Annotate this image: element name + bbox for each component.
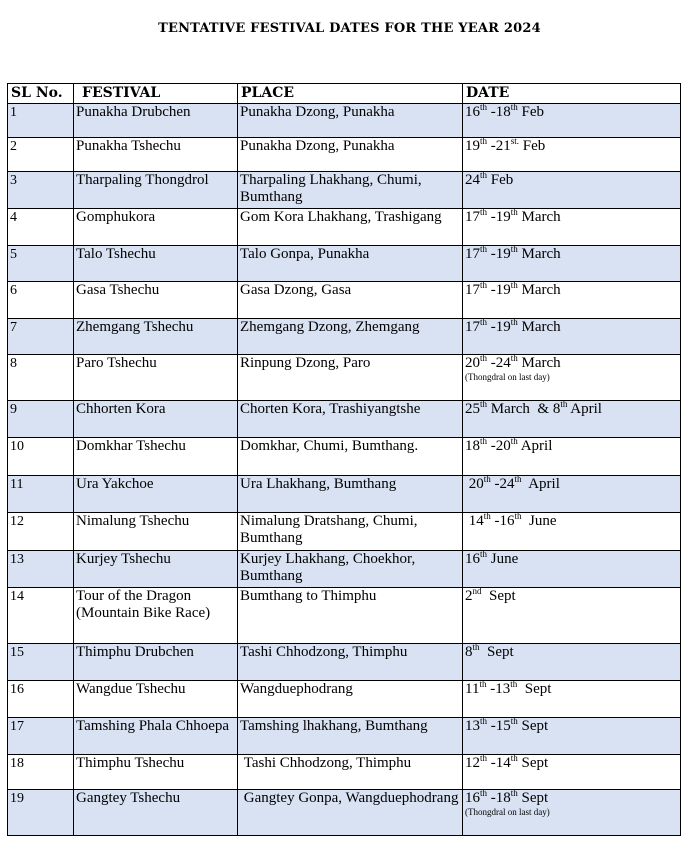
table-row	[8, 476, 681, 513]
place-name: Domkhar, Chumi, Bumthang.	[240, 438, 419, 454]
row-place	[238, 513, 463, 551]
place-name: Bumthang to Thimphu	[240, 588, 377, 604]
place-name: Talo Gonpa, Punakha	[240, 246, 370, 262]
table-row	[8, 246, 681, 282]
date-end-suffix: th	[510, 680, 518, 689]
sl-number: 16	[10, 682, 24, 697]
row-place	[238, 104, 463, 138]
date-end-suffix: th	[510, 437, 518, 446]
row-sl-no	[8, 209, 74, 246]
sl-number: 6	[10, 283, 17, 298]
date-end: Sept	[517, 681, 552, 697]
date-end-suffix: th	[510, 754, 518, 763]
date-start-day: 16	[465, 551, 480, 567]
festival-name: Nimalung Tshechu	[76, 513, 190, 529]
row-festival	[74, 246, 238, 282]
row-sl-no	[8, 246, 74, 282]
place-name: Punakha Dzong, Punakha	[240, 104, 395, 120]
table-row	[8, 681, 681, 718]
row-sl-no	[8, 551, 74, 588]
date-middle: -24	[487, 355, 511, 371]
row-place	[238, 644, 463, 681]
festival-name: Gasa Tshechu	[76, 282, 160, 298]
date-start-suffix: th	[480, 208, 488, 217]
date-middle: -13	[486, 681, 511, 697]
row-date	[463, 644, 681, 681]
date-end: Feb	[517, 104, 545, 120]
row-festival	[74, 319, 238, 355]
row-sl-no	[8, 282, 74, 319]
date-middle: Sept	[481, 588, 516, 604]
date-middle: June	[487, 551, 519, 567]
date-start-day: 17	[465, 209, 480, 225]
sl-number: 1	[10, 105, 17, 120]
festival-name: Punakha Drubchen	[76, 104, 191, 120]
festival-name: Kurjey Tshechu	[76, 551, 171, 567]
place-name: Zhemgang Dzong, Zhemgang	[240, 319, 420, 335]
table-row	[8, 551, 681, 588]
row-festival	[74, 551, 238, 588]
sl-number: 11	[10, 477, 24, 492]
row-date	[463, 513, 681, 551]
date-end-suffix: th	[510, 717, 518, 726]
table-row	[8, 588, 681, 644]
date-end-suffix: th	[510, 281, 518, 290]
date-end-suffix: th	[510, 208, 518, 217]
date-start-suffix: th	[479, 680, 487, 689]
row-place	[238, 401, 463, 438]
row-date	[463, 355, 681, 401]
row-sl-no	[8, 790, 74, 836]
row-place	[238, 246, 463, 282]
place-name: Tamshing lhakhang, Bumthang	[240, 718, 428, 734]
date-middle: -14	[487, 755, 511, 771]
table-row	[8, 644, 681, 681]
date-start-day: 16	[465, 790, 480, 806]
row-date	[463, 319, 681, 355]
date-start-suffix: th	[480, 318, 488, 327]
date-middle: -24	[490, 476, 515, 492]
date-end-suffix: th	[514, 475, 522, 484]
date-start-suffix: th	[472, 643, 480, 652]
row-place	[238, 588, 463, 644]
table-row	[8, 401, 681, 438]
date-end: June	[521, 513, 557, 529]
date-middle: Sept	[479, 644, 514, 660]
row-sl-no	[8, 718, 74, 755]
row-sl-no	[8, 476, 74, 513]
table-row	[8, 172, 681, 209]
festival-name: Tour of the Dragon (Mountain Bike Race)	[76, 588, 211, 621]
festival-name: Zhemgang Tshechu	[76, 319, 194, 335]
sl-number: 3	[10, 173, 17, 188]
date-end-suffix: th	[510, 354, 518, 363]
table-header-row	[8, 84, 681, 104]
date-start-day: 12	[465, 755, 480, 771]
header-festival: FESTIVAL	[74, 84, 238, 104]
place-name: Gasa Dzong, Gasa	[240, 282, 352, 298]
row-festival	[74, 681, 238, 718]
date-start-suffix: th	[480, 550, 488, 559]
date-start-day: 11	[465, 681, 480, 697]
date-start-day: 13	[465, 718, 480, 734]
date-middle: Feb	[487, 172, 514, 188]
sl-number: 18	[10, 756, 24, 771]
table-row	[8, 790, 681, 836]
row-place	[238, 551, 463, 588]
sl-number: 13	[10, 552, 24, 567]
table-row	[8, 718, 681, 755]
row-festival	[74, 644, 238, 681]
row-place	[238, 319, 463, 355]
festival-name: Paro Tshechu	[76, 355, 157, 371]
row-sl-no	[8, 755, 74, 790]
row-sl-no	[8, 644, 74, 681]
row-festival	[74, 104, 238, 138]
place-name: Tharpaling Lhakhang, Chumi, Bumthang	[240, 172, 426, 205]
date-middle: -21	[487, 138, 511, 154]
row-place	[238, 755, 463, 790]
date-start-suffix: th	[480, 281, 488, 290]
date-start-suffix: th	[480, 717, 488, 726]
date-start-suffix: th	[480, 245, 488, 254]
row-date	[463, 476, 681, 513]
table-row	[8, 104, 681, 138]
festival-name: Chhorten Kora	[76, 401, 166, 417]
date-start-day: 17	[465, 282, 480, 298]
place-name: Gangtey Gonpa, Wangduephodrang	[240, 790, 459, 806]
place-name: Rinpung Dzong, Paro	[240, 355, 371, 371]
date-end: March	[517, 282, 561, 298]
date-middle: -18	[487, 790, 511, 806]
date-start-day: 24	[465, 172, 480, 188]
date-end: April	[521, 476, 560, 492]
date-end: Feb	[519, 138, 546, 154]
row-date	[463, 588, 681, 644]
festival-name: Talo Tshechu	[76, 246, 156, 262]
date-start-day: 17	[465, 246, 480, 262]
page-title: TENTATIVE FESTIVAL DATES FOR THE YEAR 2024	[158, 21, 541, 36]
row-festival	[74, 718, 238, 755]
date-start-suffix: th	[480, 789, 488, 798]
date-end: April	[517, 438, 553, 454]
row-date	[463, 246, 681, 282]
date-middle: -20	[487, 438, 511, 454]
festival-name: Punakha Tshechu	[76, 138, 181, 154]
date-start-suffix: th	[480, 137, 488, 146]
date-end-suffix: th	[510, 245, 518, 254]
place-name: Kurjey Lhakhang, Choekhor, Bumthang	[240, 551, 419, 584]
table-row	[8, 355, 681, 401]
sl-number: 5	[10, 247, 17, 262]
row-festival	[74, 588, 238, 644]
festival-name: Gomphukora	[76, 209, 156, 225]
date-middle: -16	[490, 513, 515, 529]
row-festival	[74, 438, 238, 476]
sl-number: 9	[10, 402, 17, 417]
header-place: PLACE	[238, 84, 463, 104]
date-end: March	[517, 319, 561, 335]
festival-name: Tharpaling Thongdrol	[76, 172, 209, 188]
row-festival	[74, 209, 238, 246]
place-name: Gom Kora Lhakhang, Trashigang	[240, 209, 442, 225]
table-row	[8, 755, 681, 790]
date-note: (Thongdral on last day)	[465, 807, 550, 817]
row-festival	[74, 755, 238, 790]
date-end-suffix: th	[510, 103, 518, 112]
date-middle: -19	[487, 319, 511, 335]
date-middle: -19	[487, 282, 511, 298]
festival-table	[7, 83, 681, 836]
date-start-suffix: th	[480, 103, 488, 112]
header-date: DATE	[463, 84, 681, 104]
row-date	[463, 790, 681, 836]
date-start-day: 19	[465, 138, 480, 154]
row-place	[238, 209, 463, 246]
row-sl-no	[8, 513, 74, 551]
table-row	[8, 138, 681, 172]
date-start-day: 17	[465, 319, 480, 335]
place-name: Punakha Dzong, Punakha	[240, 138, 395, 154]
row-sl-no	[8, 355, 74, 401]
date-middle: March & 8	[487, 401, 561, 417]
row-sl-no	[8, 104, 74, 138]
sl-number: 19	[10, 791, 24, 806]
row-place	[238, 681, 463, 718]
sl-number: 17	[10, 719, 24, 734]
date-middle: -18	[487, 104, 511, 120]
date-middle: -19	[487, 246, 511, 262]
row-festival	[74, 513, 238, 551]
date-middle: -15	[487, 718, 511, 734]
table-row	[8, 319, 681, 355]
date-start-suffix: th	[480, 354, 488, 363]
date-end-suffix: st.	[510, 137, 520, 146]
row-sl-no	[8, 138, 74, 172]
row-sl-no	[8, 319, 74, 355]
row-date	[463, 755, 681, 790]
table-row	[8, 209, 681, 246]
date-start-day: 2	[465, 588, 473, 604]
row-festival	[74, 355, 238, 401]
date-end: March	[517, 246, 561, 262]
row-place	[238, 172, 463, 209]
date-start-day: 8	[465, 644, 473, 660]
sl-number: 14	[10, 589, 24, 604]
row-date	[463, 438, 681, 476]
sl-number: 7	[10, 320, 17, 335]
date-end: April	[567, 401, 602, 417]
row-date	[463, 138, 681, 172]
date-start-suffix: th	[483, 512, 491, 521]
date-end-suffix: th	[510, 789, 518, 798]
table-row	[8, 513, 681, 551]
row-date	[463, 551, 681, 588]
festival-name: Gangtey Tshechu	[76, 790, 181, 806]
date-note: (Thongdral on last day)	[465, 372, 550, 382]
row-festival	[74, 172, 238, 209]
row-date	[463, 282, 681, 319]
row-place	[238, 282, 463, 319]
row-festival	[74, 790, 238, 836]
sl-number: 4	[10, 210, 17, 225]
row-date	[463, 104, 681, 138]
row-date	[463, 172, 681, 209]
row-date	[463, 401, 681, 438]
table-row	[8, 282, 681, 319]
row-place	[238, 476, 463, 513]
place-name: Wangduephodrang	[240, 681, 353, 697]
row-sl-no	[8, 438, 74, 476]
place-name: Chorten Kora, Trashiyangtshe	[240, 401, 421, 417]
place-name: Ura Lhakhang, Bumthang	[240, 476, 397, 492]
festival-name: Domkhar Tshechu	[76, 438, 186, 454]
festival-name: Tamshing Phala Chhoepa	[76, 718, 230, 734]
place-name: Tashi Chhodzong, Thimphu	[240, 755, 412, 771]
row-sl-no	[8, 681, 74, 718]
sl-number: 10	[10, 439, 24, 454]
date-start-suffix: th	[483, 475, 491, 484]
date-start-day: 20	[465, 476, 484, 492]
date-middle: -19	[487, 209, 511, 225]
place-name: Nimalung Dratshang, Chumi, Bumthang	[240, 513, 422, 546]
date-start-day: 20	[465, 355, 480, 371]
date-end: Sept	[517, 755, 549, 771]
row-festival	[74, 476, 238, 513]
row-date	[463, 209, 681, 246]
date-end: March	[517, 209, 561, 225]
date-start-day: 16	[465, 104, 480, 120]
date-start-suffix: th	[480, 171, 488, 180]
row-place	[238, 138, 463, 172]
row-place	[238, 718, 463, 755]
row-festival	[74, 138, 238, 172]
festival-name: Thimphu Drubchen	[76, 644, 194, 660]
festival-name: Wangdue Tshechu	[76, 681, 186, 697]
sl-number: 2	[10, 139, 17, 154]
date-start-suffix: th	[480, 754, 488, 763]
header-sl-no: SL No.	[8, 84, 74, 104]
date-start-suffix: th	[480, 400, 488, 409]
date-start-day: 25	[465, 401, 480, 417]
row-date	[463, 718, 681, 755]
date-start-day: 18	[465, 438, 480, 454]
row-festival	[74, 401, 238, 438]
sl-number: 8	[10, 356, 17, 371]
date-start-suffix: nd	[472, 587, 482, 596]
table-row	[8, 438, 681, 476]
row-date	[463, 681, 681, 718]
row-sl-no	[8, 401, 74, 438]
row-place	[238, 438, 463, 476]
date-end: March	[517, 355, 561, 371]
row-sl-no	[8, 172, 74, 209]
date-end-suffix: th	[510, 318, 518, 327]
festival-name: Thimphu Tshechu	[76, 755, 185, 771]
date-end-suffix: th	[514, 512, 522, 521]
festival-name: Ura Yakchoe	[76, 476, 154, 492]
row-place	[238, 355, 463, 401]
date-start-day: 14	[465, 513, 484, 529]
date-end: Sept	[517, 790, 549, 806]
row-sl-no	[8, 588, 74, 644]
date-end: Sept	[517, 718, 549, 734]
place-name: Tashi Chhodzong, Thimphu	[240, 644, 408, 660]
date-end-suffix: th	[560, 400, 568, 409]
row-festival	[74, 282, 238, 319]
sl-number: 15	[10, 645, 24, 660]
row-place	[238, 790, 463, 836]
sl-number: 12	[10, 514, 24, 529]
date-start-suffix: th	[480, 437, 488, 446]
